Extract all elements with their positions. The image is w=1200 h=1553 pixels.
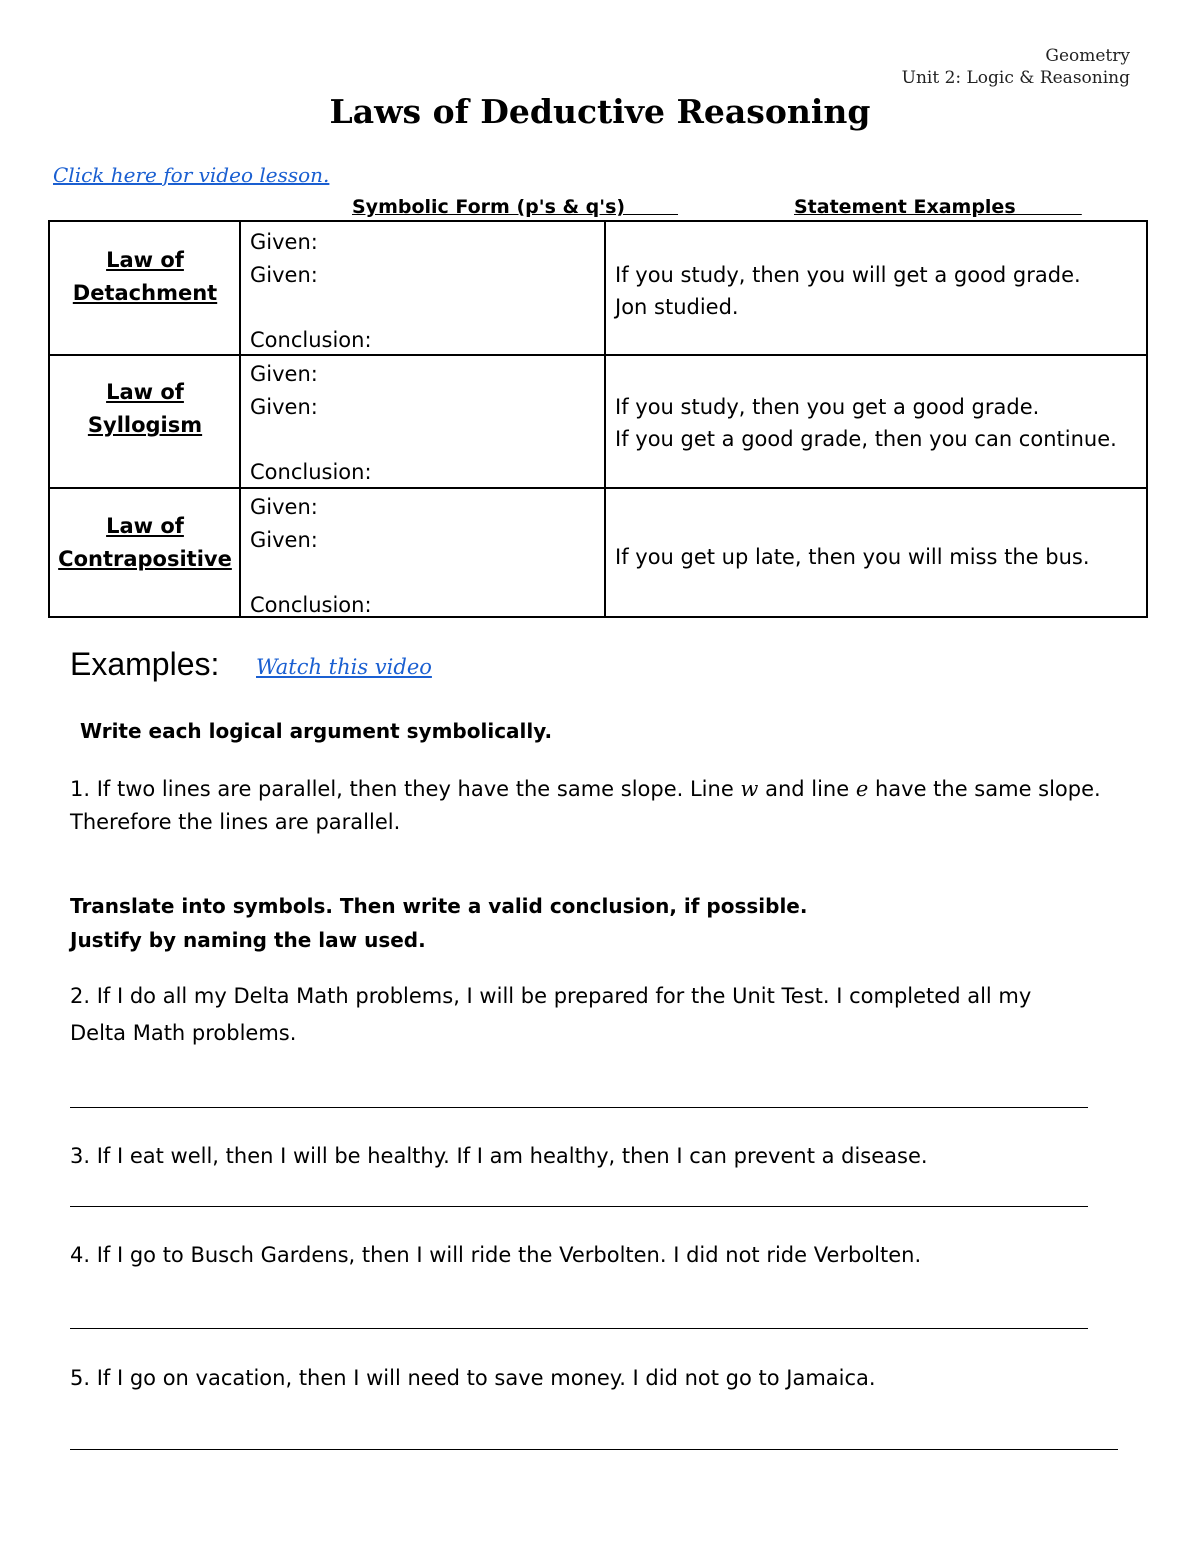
problem-2: 2. If I do all my Delta Math problems, I will be prepared for the Unit Test. I completed all my xyxy=(70,984,1032,1008)
video-lesson-link[interactable]: Click here for video lesson. xyxy=(53,163,330,187)
law-name: Law of Contrapositive xyxy=(58,514,232,571)
conclusion-label: Conclusion: xyxy=(250,593,372,617)
variable-e: e xyxy=(855,777,869,801)
examples-label: Examples: xyxy=(70,646,220,682)
given-label: Given: xyxy=(250,263,318,287)
statement-example: If you study, then you get a good grade. xyxy=(615,395,1040,419)
problem-1-continued: Therefore the lines are parallel. xyxy=(70,810,401,834)
conclusion-label: Conclusion: xyxy=(250,328,372,352)
problem-5: 5. If I go on vacation, then I will need to save money. I did not go to Jamaica. xyxy=(70,1366,876,1390)
given-label: Given: xyxy=(250,395,318,419)
instruction: Justify by naming the law used. xyxy=(70,928,426,952)
unit-name: Unit 2: Logic & Reasoning xyxy=(901,68,1130,88)
problem-3: 3. If I eat well, then I will be healthy. If I am healthy, then I can prevent a disease. xyxy=(70,1144,928,1168)
instruction: Translate into symbols. Then write a valid conclusion, if possible. xyxy=(70,894,808,918)
instruction: Write each logical argument symbolically. xyxy=(80,719,553,743)
given-label: Given: xyxy=(250,362,318,386)
statement-example: If you get up late, then you will miss the bus. xyxy=(615,545,1090,569)
answer-line xyxy=(70,1107,1088,1108)
variable-w: w xyxy=(740,777,759,801)
table-row-detachment xyxy=(50,222,1146,356)
statement-example: If you study, then you will get a good grade. xyxy=(615,263,1081,287)
table-row-syllogism xyxy=(50,356,1146,489)
statement-example: Jon studied. xyxy=(615,295,739,319)
conclusion-label: Conclusion: xyxy=(250,460,372,484)
answer-line xyxy=(70,1449,1118,1450)
answer-line xyxy=(70,1328,1088,1329)
problem-1: 1. If two lines are parallel, then they have the same slope. Line w and line e have the same slope. xyxy=(70,777,1101,801)
page-title: Laws of Deductive Reasoning xyxy=(329,92,871,131)
watch-video-link[interactable]: Watch this video xyxy=(256,655,432,679)
given-label: Given: xyxy=(250,230,318,254)
given-label: Given: xyxy=(250,528,318,552)
problem-4: 4. If I go to Busch Gardens, then I will ride the Verbolten. I did not ride Verbolten. xyxy=(70,1243,922,1267)
answer-line xyxy=(70,1206,1088,1207)
statement-example: If you get a good grade, then you can continue. xyxy=(615,427,1117,451)
column-header-examples: Statement Examples xyxy=(794,196,1082,218)
laws-table xyxy=(48,220,1148,618)
problem-2-continued: Delta Math problems. xyxy=(70,1021,297,1045)
table-row-contrapositive xyxy=(50,489,1146,618)
column-header-symbolic: Symbolic Form (p's & q's) xyxy=(352,196,679,218)
law-name: Law of Syllogism xyxy=(87,380,203,437)
law-name: Law of Detachment xyxy=(72,248,218,305)
course-name: Geometry xyxy=(1045,46,1130,66)
given-label: Given: xyxy=(250,495,318,519)
